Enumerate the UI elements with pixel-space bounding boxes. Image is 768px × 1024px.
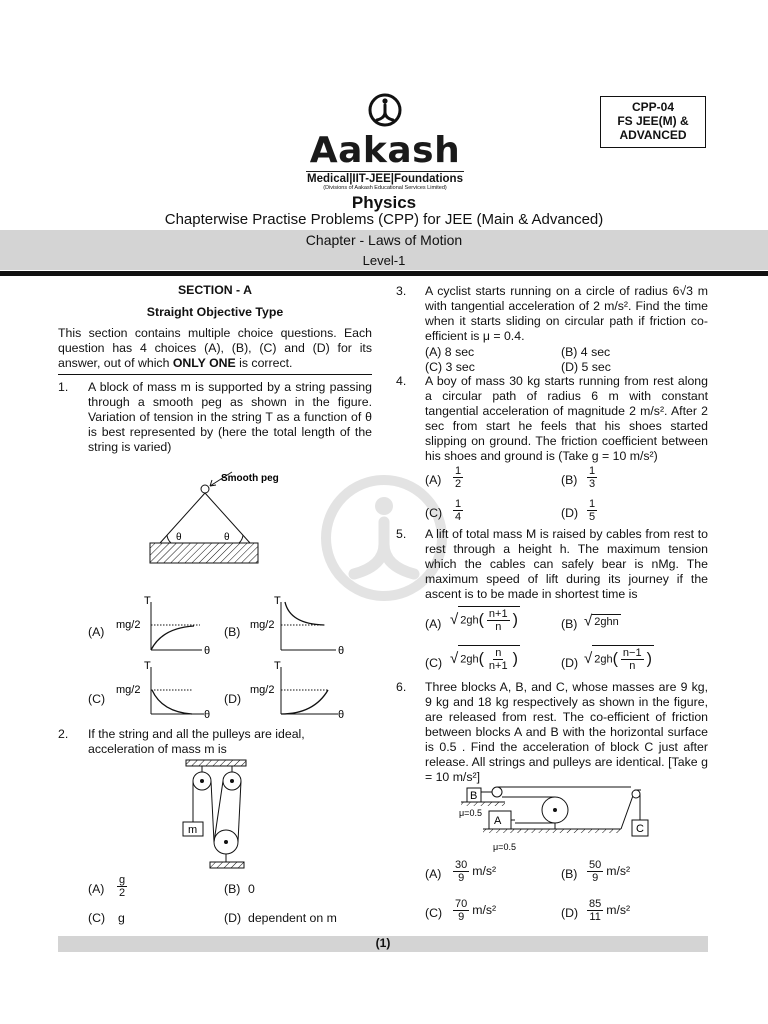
axis-level: mg/2 [250,684,275,696]
q6-text: Three blocks A, B, and C, whose masses are 9 kg, 9 kg and 18 kg respectively as shown in the figure, are released from rest. The co-efficient of friction between blocks A and B with the horizontal surface is 0.5 . Find the acceleration of block C just after release. All strings and pulleys are identical. [Take g = 10 m/s²] [425,680,708,784]
sqrt-prefix: 2gh [460,653,479,666]
q1-peg-label: Smooth peg [221,473,279,484]
q1-option-c-graph[interactable] [114,658,214,720]
brand-subtagline: (Divisions of Aakash Educational Services Limited) [323,185,447,191]
section-divider [58,374,372,375]
frac-den: n [629,660,636,672]
q1-theta-left: θ [176,532,182,543]
frac-den: 9 [592,872,599,884]
q2-option-b-value[interactable]: 0 [248,882,255,896]
frac-num: n [495,647,502,659]
frac-num: 85 [589,898,602,910]
q4-option-c-label[interactable]: (C) [425,506,443,520]
q2-pulley-figure [178,758,258,870]
code-box [600,96,706,148]
q3-radius: 6√3 m [672,284,708,298]
q3-option-c[interactable]: (C) 3 sec [425,360,475,374]
q6-blocks-figure [455,782,655,854]
frac-den: 11 [589,911,601,923]
q6-option-a-label[interactable]: (A) [425,867,442,881]
axis-theta: θ [338,645,345,656]
q1-peg-figure [140,466,300,566]
chapter-title: Chapter - Laws of Motion [305,232,463,248]
unit: m/s² [606,863,631,878]
frac-num: 50 [589,859,602,871]
q2-option-d-value[interactable]: dependent on m [248,911,337,925]
q1-option-b-label[interactable]: (B) [224,625,241,639]
intro-text-end: is correct. [235,356,293,370]
q6-option-b-value[interactable] [584,859,630,884]
q6-mu-top: μ=0.5 [459,808,482,818]
frac-den: 2 [455,478,462,490]
frac-num: 30 [455,859,468,871]
axis-t: T [144,660,151,672]
q5-option-d-value[interactable]: √ 2gh( $\frac{n-1}{n}$ ) [584,647,652,672]
section-title: SECTION - A [177,283,252,297]
q6-option-d-label[interactable]: (D) [561,906,579,920]
q2-text: If the string and all the pulleys are ideal, acceleration of mass m is [88,727,305,756]
q3-text-rest: with tangential acceleration of 2 m/s². Find the time when it starts sliding on circular path if friction co-efficient is μ = 0.4. [425,299,708,343]
q3-text [425,284,708,344]
q1-option-a-graph[interactable] [114,594,214,656]
frac-num: g [119,874,126,886]
cpp-title: Chapterwise Practise Problems (CPP) for JEE (Main & Advanced) [164,211,604,228]
frac-num: n−1 [622,647,642,659]
q4-option-a-value[interactable] [450,465,466,490]
header-rule [0,271,768,276]
frac-den: n+1 [488,660,508,672]
q1-number: 1. [58,380,69,394]
q4-option-b-value[interactable] [584,465,600,490]
brand-name: Aakash [309,130,461,171]
q3-number: 3. [396,284,407,298]
unit: m/s² [472,863,497,878]
q6-option-a-value[interactable] [450,859,496,884]
q2-option-d-label[interactable]: (D) [224,911,242,925]
frac-num: 1 [455,498,462,510]
q6-option-c-label[interactable]: (C) [425,906,443,920]
q2-mass-label: m [188,824,198,836]
sqrt-prefix: 2gh [460,614,479,627]
q1-option-a-label[interactable]: (A) [88,625,105,639]
q6-label-c: C [636,823,644,835]
frac-num: n+1 [488,608,508,620]
q2-number: 2. [58,727,69,741]
q5-option-b-label[interactable]: (B) [561,617,578,631]
q1-option-b-graph[interactable] [248,594,348,656]
intro-emphasis: ONLY ONE [172,356,236,370]
aakash-logo [300,92,470,191]
q2-option-a-value[interactable] [114,874,130,899]
q4-option-b-label[interactable]: (B) [561,473,578,487]
q1-option-c-label[interactable]: (C) [88,692,106,706]
level-title: Level-1 [362,253,406,268]
q6-option-b-label[interactable]: (B) [561,867,578,881]
axis-theta: θ [204,645,211,656]
brand-tagline: Medical|IIT-JEE|Foundations [307,173,463,185]
q2-option-a-label[interactable]: (A) [88,882,105,896]
frac-den: 5 [589,511,596,523]
q4-option-c-value[interactable] [450,498,466,523]
unit: m/s² [472,902,497,917]
axis-t: T [274,595,281,607]
code-line: FS JEE(M) & [617,114,689,128]
axis-t: T [144,595,151,607]
q4-text: A boy of mass 30 kg starts running from rest along a circular path of radius 6 m with constant tangential acceleration of magnitude 2 m/s². After 2 sec from start he feels that his shoes started slipping on ground. The friction coefficient between his shoes and ground is (Take g = 10 m/s²) [425,374,708,463]
q4-option-a-label[interactable]: (A) [425,473,442,487]
q6-mu-bottom: μ=0.5 [493,842,516,852]
q5-option-c-label[interactable]: (C) [425,656,443,670]
q5-number: 5. [396,527,407,541]
q5-option-b-value[interactable]: √ 2ghn [584,612,619,630]
q1-text: A block of mass m is supported by a string passing through a smooth peg as shown in the figure. Variation of tension in the string T as a function of θ is best represented by (here the total length of the string is varied) [88,380,372,454]
q1-theta-right: θ [224,532,230,543]
frac-den: 9 [458,872,465,884]
q1-option-d-graph[interactable] [248,658,348,720]
frac-num: 1 [589,465,596,477]
q1-option-d-label[interactable]: (D) [224,692,242,706]
aakash-emblem-icon [365,92,405,128]
section-intro [58,326,372,371]
section-subtitle: Straight Objective Type [146,305,284,319]
axis-level: mg/2 [250,619,275,631]
frac-den: 2 [119,887,126,899]
q6-label-b: B [470,790,478,802]
q5-option-c-value[interactable]: √ 2gh( $\frac{n}{n+1}$ ) [450,647,518,672]
frac-num: 1 [455,465,462,477]
axis-theta: θ [204,709,211,720]
code-line: ADVANCED [619,128,687,142]
page-number: (1) [375,936,391,950]
axis-level: mg/2 [116,619,141,631]
axis-level: mg/2 [116,684,141,696]
q5-text: A lift of total mass M is raised by cables from rest to rest through a height h. The maximum tension which the cables can safely bear is nMg. The maximum speed of lift during its journey if the ascent is to be made in shortest time is [425,527,708,601]
q3-text-start: A cyclist starts running on a circle of radius [425,284,673,298]
intro-text: This section contains multiple choice questions. Each question has 4 choices (A), (B), (C) and (D) for its answer, out of which [58,326,372,370]
q6-number: 6. [396,680,407,694]
q5-option-d-label[interactable]: (D) [561,656,579,670]
q5-option-a-value[interactable]: √ 2gh( $\frac{n+1}{n}$ ) [450,608,518,633]
q4-option-d-label[interactable]: (D) [561,506,579,520]
frac-num: 70 [455,898,468,910]
frac-den: 3 [589,478,596,490]
q6-option-d-value[interactable] [584,898,630,923]
unit: m/s² [606,902,631,917]
q2-option-b-label[interactable]: (B) [224,882,241,896]
sqrt-radicand: 2ghn [594,615,619,628]
subject-title: Physics [351,193,417,212]
frac-den: n [495,621,502,633]
frac-den: 4 [455,511,462,523]
code-line: CPP-04 [631,100,675,114]
axis-theta: θ [338,709,345,720]
q3-option-d[interactable]: (D) 5 sec [561,360,611,374]
q4-option-d-value[interactable] [584,498,600,523]
sqrt-prefix: 2gh [594,653,613,666]
q5-option-a-label[interactable]: (A) [425,617,442,631]
q2-option-c-label[interactable]: (C) [88,911,106,925]
axis-t: T [274,660,281,672]
q6-label-a: A [494,815,502,827]
q2-option-c-value[interactable]: g [118,911,125,925]
q3-option-a[interactable]: (A) 8 sec [425,345,475,359]
frac-num: 1 [589,498,596,510]
q6-option-c-value[interactable] [450,898,496,923]
q3-option-b[interactable]: (B) 4 sec [561,345,611,359]
frac-den: 9 [458,911,465,923]
q4-number: 4. [396,374,407,388]
